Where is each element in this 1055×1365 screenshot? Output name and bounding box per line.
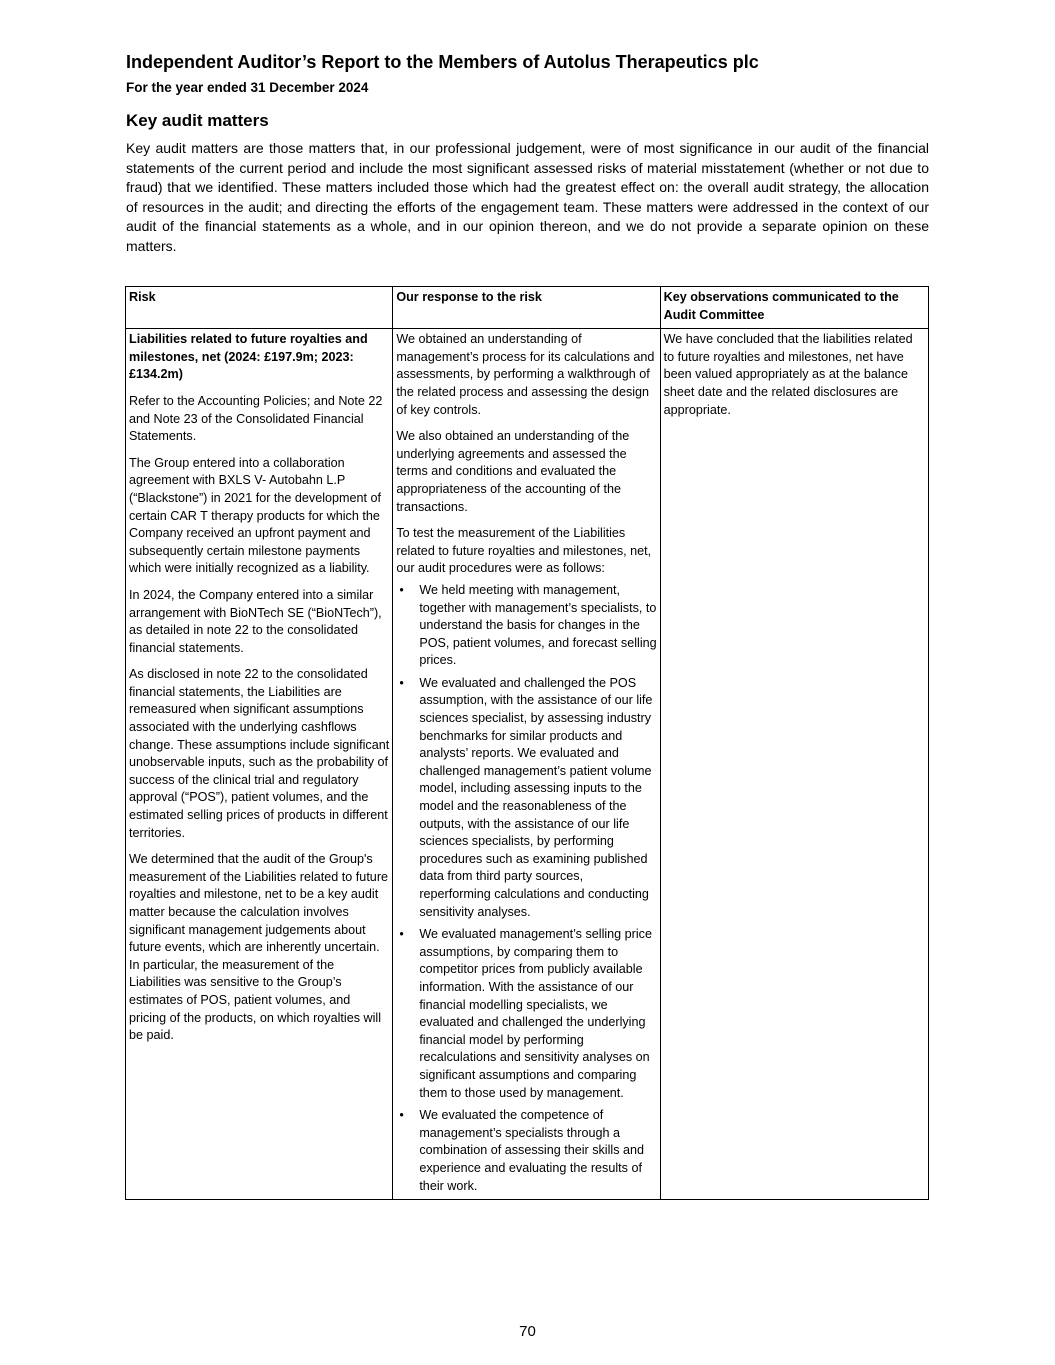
observations-text: We have concluded that the liabilities related to future royalties and milestones, net have been valued appropriately as at the balance sheet date and the related disclosures are appropriate. — [663, 332, 913, 417]
risk-paragraph: We determined that the audit of the Group's measurement of the Liabilities related to future royalties and milestone, net to be a key audit matter because the calculation involves significant management judgements about future events, which are inherently uncertain. In particular, the measurement of the Liabilities was sensitive to the Group’s estimates of POS, patient volumes, and pricing of the products, on which royalties will be paid. — [129, 852, 389, 1043]
header-observations: Key observations communicated to the Audit Committee — [660, 287, 928, 329]
table-header-row — [126, 287, 929, 329]
report-title: Independent Auditor’s Report to the Members of Autolus Therapeutics plc — [126, 52, 759, 72]
section-heading: Key audit matters — [126, 111, 269, 130]
header-risk: Risk — [126, 287, 393, 329]
header-response: Our response to the risk — [393, 287, 660, 329]
risk-paragraph: In 2024, the Company entered into a similar arrangement with BioNTech SE (“BioNTech”), as detailed in note 22 to the consolidated financial statements. — [129, 587, 382, 655]
procedures-list — [396, 582, 656, 1195]
table-row — [126, 329, 929, 1200]
response-paragraph: To test the measurement of the Liabilities related to future royalties and milestones, net, our audit procedures were as follows: — [396, 526, 652, 576]
response-cell — [393, 329, 660, 1200]
report-period: For the year ended 31 December 2024 — [126, 80, 369, 95]
report-header — [126, 50, 929, 256]
list-item: • We held meeting with management, together with management’s specialists, to understand the basis for changes in the POS, patient volumes, and forecast selling prices. — [396, 582, 656, 670]
observations-cell — [660, 329, 928, 1200]
risk-title: Liabilities related to future royalties and milestones, net (2024: £197.9m; 2023: £134.2m) — [129, 332, 368, 382]
list-item: • We evaluated the competence of management’s specialists through a combination of assessing their skills and experience and evaluating the results of their work. — [396, 1107, 656, 1195]
page-number: 70 — [519, 1323, 536, 1340]
risk-paragraph: The Group entered into a collaboration agreement with BXLS V- Autobahn L.P (“Blackstone”) in 2021 for the development of certain CAR T therapy products for which the Company received an upfront payment and subsequently certain milestone payments which were initially recognized as a liability. — [129, 455, 382, 576]
key-audit-matters-table — [125, 286, 929, 1200]
list-item: • We evaluated and challenged the POS assumption, with the assistance of our life sciences specialist, by assessing industry benchmarks for similar products and analysts’ reports. We evaluated and challenged management’s patient volume model, including assessing inputs to the model and the reasonableness of the outputs, with the assistance of our life sciences specialists, by performing procedures such as examining published data from third party sources, reperforming calculations and conducting sensitivity analyses. — [396, 675, 656, 921]
response-paragraph: We obtained an understanding of management’s process for its calculations and assessments, by performing a walkthrough of the related process and assessing the design of key controls. — [396, 332, 655, 417]
risk-paragraph: As disclosed in note 22 to the consolidated financial statements, the Liabilities are remeasured when significant assumptions associated with the underlying cashflows change. These assumptions include significant unobservable inputs, such as the probability of success of the clinical trial and regulatory approval (“POS”), patient volumes, and the estimated selling prices of products in different territories. — [129, 667, 390, 840]
list-item: • We evaluated management’s selling price assumptions, by comparing them to competitor prices from publicly available information. With the assistance of our financial modelling specialists, we evaluated and challenged the underlying financial model by performing recalculations and sensitivity analyses on significant assumptions and comparing them to those used by management. — [396, 926, 656, 1102]
risk-cell — [126, 329, 393, 1200]
response-paragraph: We also obtained an understanding of the underlying agreements and assessed the terms and conditions and evaluated the appropriateness of the accounting of the transactions. — [396, 429, 630, 514]
section-intro: Key audit matters are those matters that, in our professional judgement, were of most significance in our audit of the financial statements of the current period and include the most significant assessed risks of material misstatement (whether or not due to fraud) that we identified. These matters included those which had the greatest effect on: the overall audit strategy, the allocation of resources in the audit; and directing the efforts of the engagement team. These matters were addressed in the context of our audit of the financial statements as a whole, and in our opinion thereon, and we do not provide a separate opinion on these matters. — [126, 140, 929, 254]
risk-paragraph: Refer to the Accounting Policies; and Note 22 and Note 23 of the Consolidated Financial Statements. — [129, 393, 383, 444]
